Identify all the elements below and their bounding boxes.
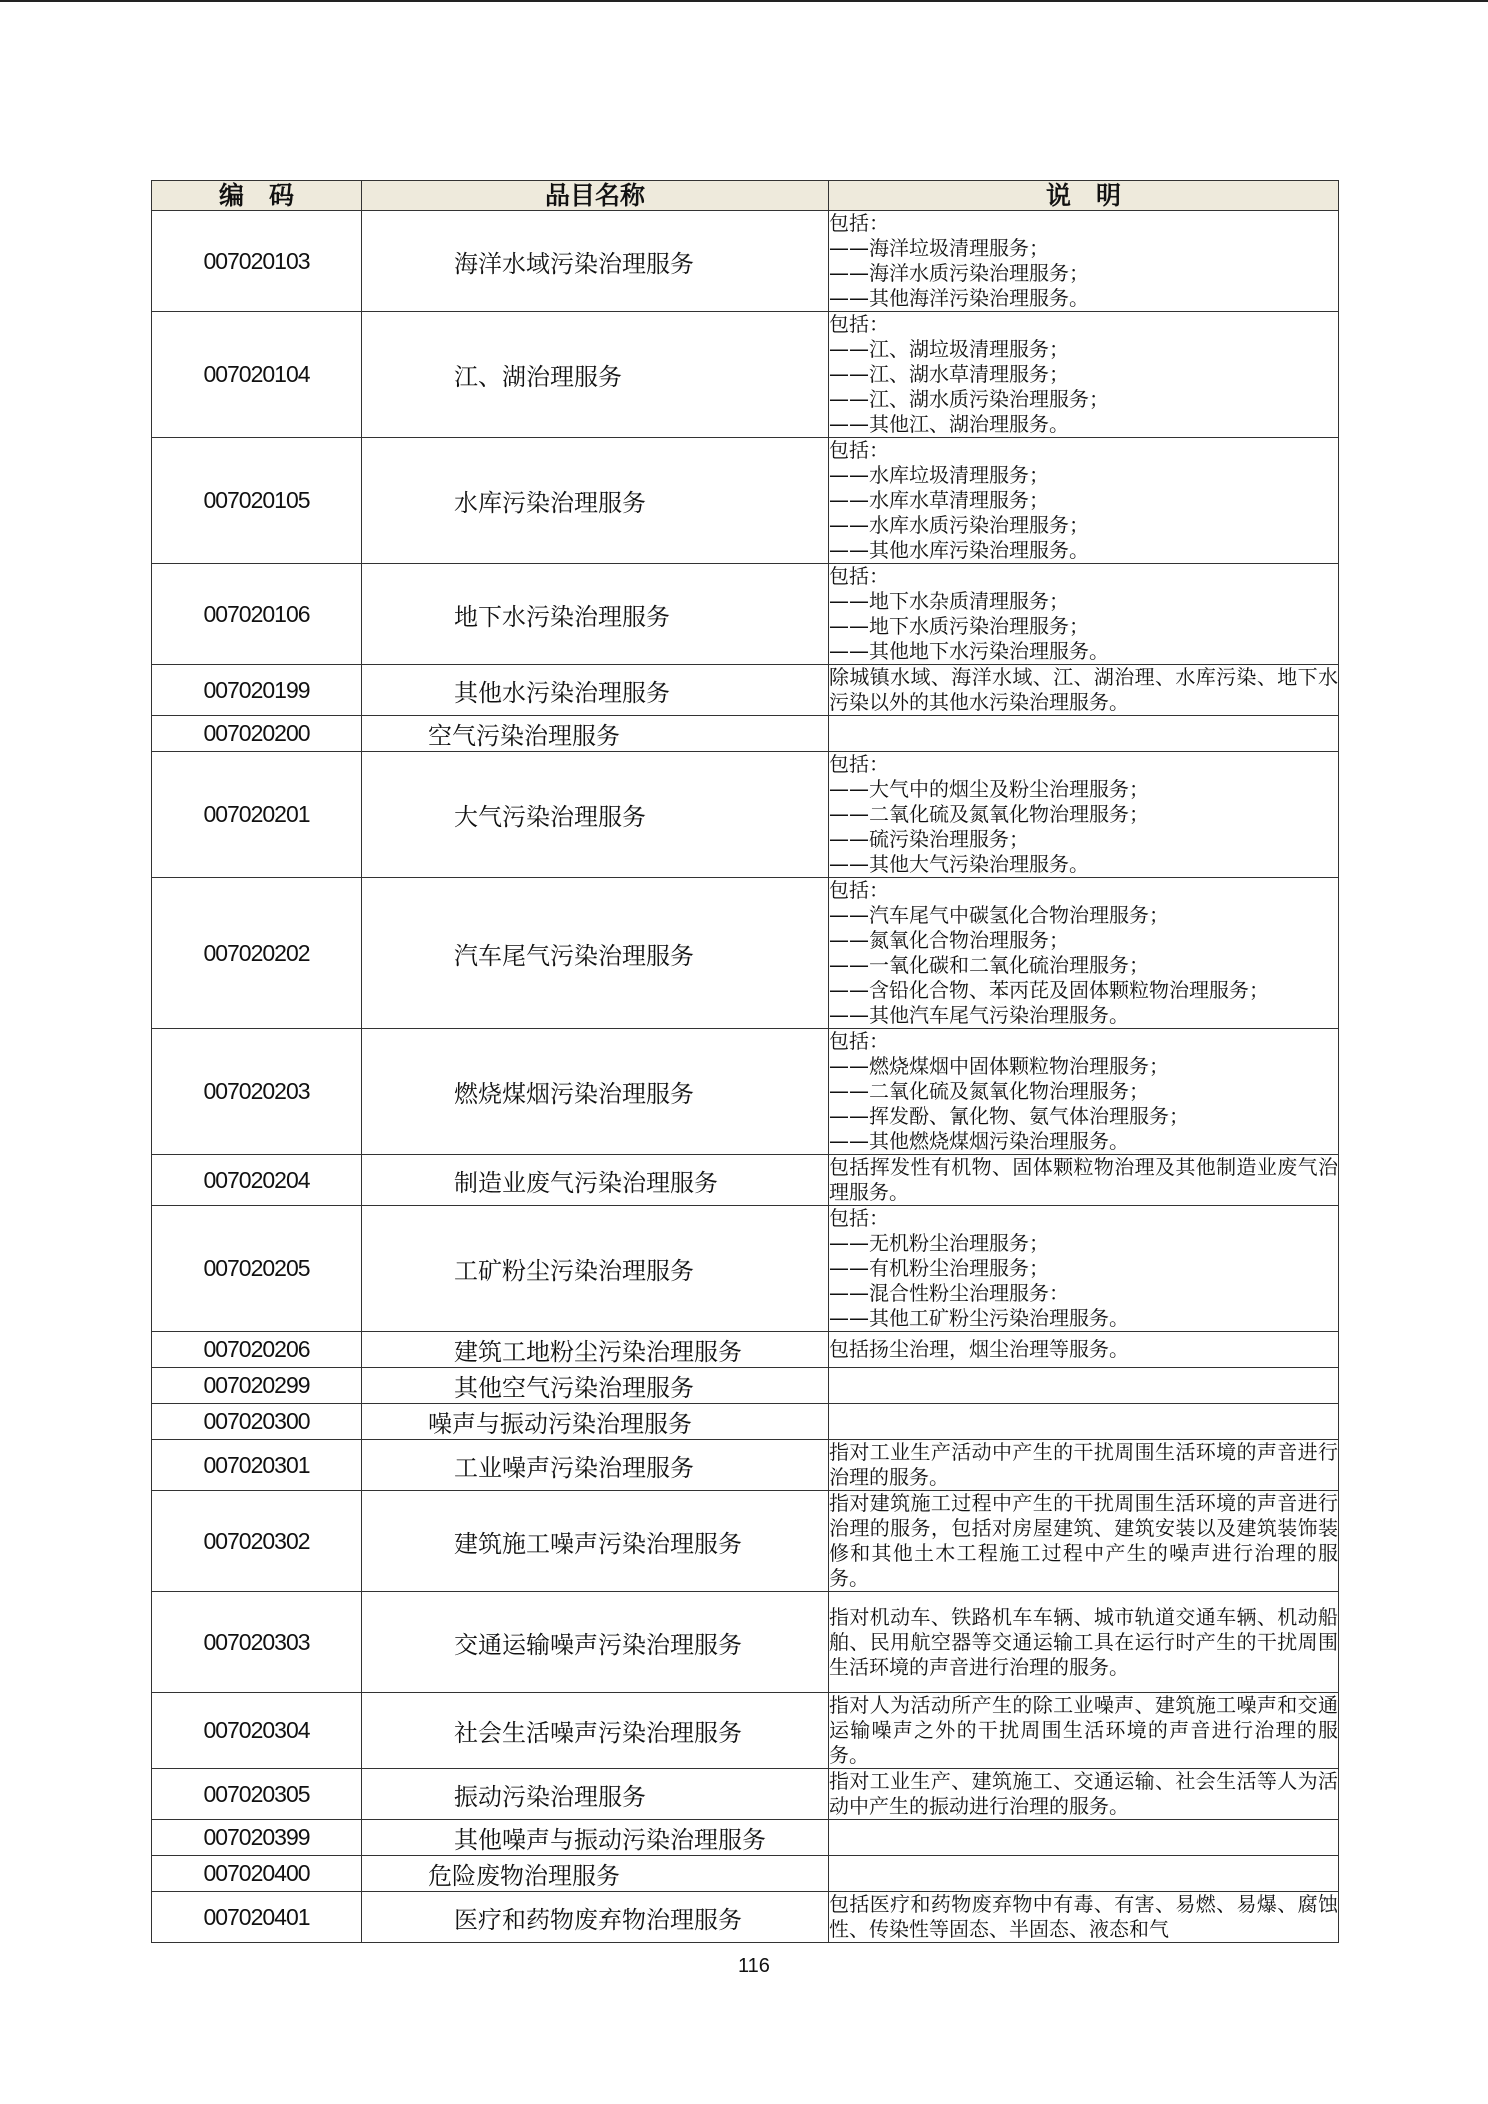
item-name: 水库污染治理服务 [362, 438, 829, 564]
table-row [152, 716, 1339, 752]
item-name: 医疗和药物废弃物治理服务 [362, 1892, 829, 1943]
item-name: 燃烧煤烟污染治理服务 [362, 1029, 829, 1155]
item-code: 007020304 [152, 1693, 362, 1769]
item-description [829, 1856, 1339, 1892]
item-description: 包括： ——江、湖垃圾清理服务； ——江、湖水草清理服务； ——江、湖水质污染治理服务； ——其他江、湖治理服务。 [829, 312, 1339, 438]
item-name: 危险废物治理服务 [362, 1856, 829, 1892]
item-description: 指对机动车、铁路机车车辆、城市轨道交通车辆、机动船舶、民用航空器等交通运输工具在运行时产生的干扰周围生活环境的声音进行治理的服务。 [829, 1592, 1339, 1693]
item-name: 江、湖治理服务 [362, 312, 829, 438]
item-description: 包括挥发性有机物、固体颗粒物治理及其他制造业废气治理服务。 [829, 1155, 1338, 1204]
item-code: 007020202 [152, 878, 362, 1029]
table-row [152, 211, 1339, 312]
item-description: 包括： ——大气中的烟尘及粉尘治理服务； ——二氧化硫及氮氧化物治理服务； ——硫污染治理服务； ——其他大气污染治理服务。 [829, 752, 1339, 878]
item-description: 包括： ——水库垃圾清理服务； ——水库水草清理服务； ——水库水质污染治理服务； ——其他水库污染治理服务。 [829, 438, 1339, 564]
item-name: 地下水污染治理服务 [362, 564, 829, 665]
table-row [152, 1368, 1339, 1404]
item-description: 指对工业生产活动中产生的干扰周围生活环境的声音进行治理的服务。 [829, 1440, 1338, 1489]
item-code: 007020104 [152, 312, 362, 438]
table-row [152, 1491, 1339, 1592]
header-description: 说 明 [829, 181, 1339, 211]
table-row [152, 1856, 1339, 1892]
table-row [152, 1769, 1339, 1820]
table-row [152, 1592, 1339, 1693]
table-row [152, 878, 1339, 1029]
item-name: 交通运输噪声污染治理服务 [362, 1592, 829, 1693]
item-name: 建筑施工噪声污染治理服务 [362, 1491, 829, 1592]
table-row [152, 1332, 1339, 1368]
item-name: 工业噪声污染治理服务 [362, 1440, 829, 1491]
item-name: 空气污染治理服务 [362, 716, 829, 752]
table-row [152, 1440, 1339, 1491]
table-row [152, 752, 1339, 878]
item-name: 噪声与振动污染治理服务 [362, 1404, 829, 1440]
table-row [152, 1155, 1339, 1206]
item-code: 007020203 [152, 1029, 362, 1155]
table-row [152, 564, 1339, 665]
table-row [152, 1820, 1339, 1856]
item-name: 其他噪声与振动污染治理服务 [362, 1820, 829, 1856]
item-code: 007020400 [152, 1856, 362, 1892]
item-description: 包括： ——燃烧煤烟中固体颗粒物治理服务； ——二氧化硫及氮氧化物治理服务； ——挥发酚、氰化物、氨气体治理服务； ——其他燃烧煤烟污染治理服务。 [829, 1029, 1339, 1155]
item-name: 制造业废气污染治理服务 [362, 1155, 829, 1206]
item-description: 指对人为活动所产生的除工业噪声、建筑施工噪声和交通运输噪声之外的干扰周围生活环境的声音进行治理的服务。 [829, 1693, 1338, 1767]
table-row [152, 312, 1339, 438]
item-name: 汽车尾气污染治理服务 [362, 878, 829, 1029]
item-code: 007020401 [152, 1892, 362, 1943]
item-name: 建筑工地粉尘污染治理服务 [362, 1332, 829, 1368]
table-header-row [152, 181, 1339, 211]
item-description: 包括扬尘治理，烟尘治理等服务。 [829, 1332, 1339, 1368]
table-row [152, 1029, 1339, 1155]
item-name: 社会生活噪声污染治理服务 [362, 1693, 829, 1769]
table-row [152, 1693, 1339, 1769]
item-code: 007020199 [152, 665, 362, 716]
item-code: 007020105 [152, 438, 362, 564]
item-code: 007020206 [152, 1332, 362, 1368]
item-code: 007020399 [152, 1820, 362, 1856]
table-row [152, 665, 1339, 716]
item-description [829, 1404, 1339, 1440]
table-row [152, 438, 1339, 564]
item-name: 工矿粉尘污染治理服务 [362, 1206, 829, 1332]
item-code: 007020301 [152, 1440, 362, 1491]
item-code: 007020201 [152, 752, 362, 878]
item-description: 包括： ——汽车尾气中碳氢化合物治理服务； ——氮氧化合物治理服务； ——一氧化碳和二氧化硫治理服务； ——含铅化合物、苯丙芘及固体颗粒物治理服务； ——其他汽车尾气污染治理服务。 [829, 878, 1339, 1029]
item-code: 007020302 [152, 1491, 362, 1592]
header-name: 品目名称 [362, 181, 829, 211]
item-code: 007020205 [152, 1206, 362, 1332]
item-name: 其他水污染治理服务 [362, 665, 829, 716]
item-description: 包括： ——海洋垃圾清理服务； ——海洋水质污染治理服务； ——其他海洋污染治理服务。 [829, 211, 1339, 312]
item-name: 大气污染治理服务 [362, 752, 829, 878]
item-description [829, 1820, 1339, 1856]
page-top-border [0, 0, 1488, 2]
header-code: 编 码 [152, 181, 362, 211]
table-row [152, 1892, 1339, 1943]
item-description: 除城镇水域、海洋水域、江、湖治理、水库污染、地下水污染以外的其他水污染治理服务。 [829, 665, 1338, 714]
catalog-table [151, 180, 1339, 1943]
item-description: 指对工业生产、建筑施工、交通运输、社会生活等人为活动中产生的振动进行治理的服务。 [829, 1769, 1338, 1818]
item-name: 海洋水域污染治理服务 [362, 211, 829, 312]
item-code: 007020305 [152, 1769, 362, 1820]
page-number: 116 [738, 1955, 770, 1977]
item-description: 包括： ——地下水杂质清理服务； ——地下水质污染治理服务； ——其他地下水污染治理服务。 [829, 564, 1339, 665]
item-code: 007020106 [152, 564, 362, 665]
item-name: 其他空气污染治理服务 [362, 1368, 829, 1404]
item-code: 007020200 [152, 716, 362, 752]
item-name: 振动污染治理服务 [362, 1769, 829, 1820]
table-row [152, 1206, 1339, 1332]
item-description: 指对建筑施工过程中产生的干扰周围生活环境的声音进行治理的服务，包括对房屋建筑、建筑安装以及建筑装饰装修和其他土木工程施工过程中产生的噪声进行治理的服务。 [829, 1491, 1338, 1590]
item-description: 包括： ——无机粉尘治理服务； ——有机粉尘治理服务； ——混合性粉尘治理服务： ——其他工矿粉尘污染治理服务。 [829, 1206, 1339, 1332]
item-code: 007020300 [152, 1404, 362, 1440]
item-code: 007020204 [152, 1155, 362, 1206]
item-description [829, 716, 1339, 752]
item-code: 007020303 [152, 1592, 362, 1693]
item-description [829, 1368, 1339, 1404]
table-row [152, 1404, 1339, 1440]
item-code: 007020299 [152, 1368, 362, 1404]
item-description: 包括医疗和药物废弃物中有毒、有害、易燃、易爆、腐蚀性、传染性等固态、半固态、液态和气 [829, 1892, 1338, 1941]
item-code: 007020103 [152, 211, 362, 312]
